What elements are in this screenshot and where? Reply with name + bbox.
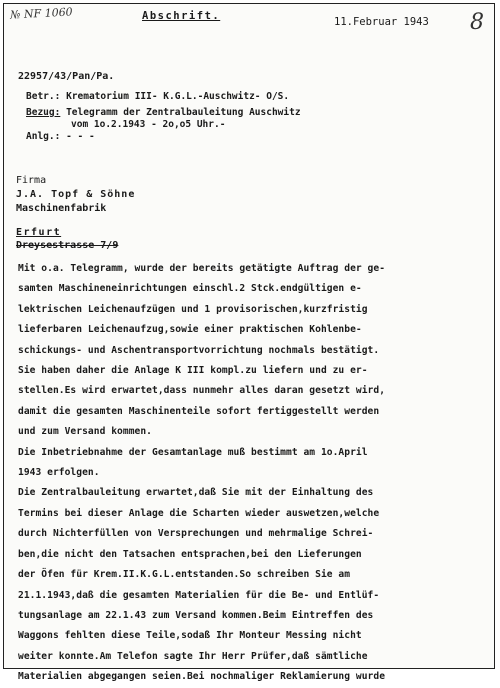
- anlg-label: Anlg.:: [26, 131, 61, 142]
- body-line: damit die gesamten Maschinenteile sofort fertiggestellt werden: [18, 405, 380, 417]
- document-date: 11.Februar 1943: [334, 16, 429, 28]
- document-page: [3, 3, 495, 683]
- recipient-firma: Firma: [16, 175, 47, 186]
- bezug-label: Bezug:: [26, 107, 61, 118]
- document-heading: Abschrift.: [142, 10, 221, 22]
- reference-number: 22957/43/Pan/Pa.: [18, 71, 115, 82]
- bezug-value-line1: Telegramm der Zentralbauleitung Auschwitz: [66, 107, 301, 118]
- recipient-street: Dreysestrasse 7/9: [16, 240, 119, 251]
- bezug-line: [26, 107, 301, 119]
- betr-label: Betr.:: [26, 91, 61, 102]
- body-line: weiter konnte.Am Telefon sagte Ihr Herr Prüfer,daß sämtliche: [18, 650, 368, 662]
- body-line: Waggons fehlten diese Teile,sodaß Ihr Monteur Messing nicht: [18, 630, 362, 642]
- letter-body: [18, 259, 488, 688]
- anlg-line: [26, 131, 95, 143]
- recipient-type: Maschinenfabrik: [16, 203, 107, 214]
- recipient-city: Erfurt: [16, 227, 62, 238]
- body-line: lieferbaren Leichenaufzug,sowie einer praktischen Kohlenbe-: [18, 324, 362, 336]
- body-line: schickungs- und Aschentransportvorrichtung nochmals bestätigt.: [18, 344, 380, 356]
- body-line: Sie haben daher die Anlage K III kompl.zu liefern und zu er-: [18, 365, 368, 377]
- recipient-name: J.A. Topf & Söhne: [16, 189, 136, 200]
- body-line: Die Zentralbauleitung erwartet,daß Sie mit der Einhaltung des: [18, 487, 374, 499]
- body-line: Termins bei dieser Anlage die Scharten wieder auswetzen,welche: [18, 507, 380, 519]
- body-line: Die Inbetriebnahme der Gesamtanlage muß bestimmt am 1o.April: [18, 446, 368, 458]
- body-line: 1943 erfolgen.: [18, 467, 100, 479]
- bezug-value-line2: vom 1o.2.1943 - 2o,o5 Uhr.-: [71, 119, 226, 130]
- body-line: 21.1.1943,daß die gesamten Materialien für die Be- und Entlüf-: [18, 589, 380, 601]
- body-line: stellen.Es wird erwartet,dass nunmehr alles daran gesetzt wird,: [18, 385, 386, 397]
- body-line: und zum Versand kommen.: [18, 426, 152, 438]
- body-line: Materialien abgegangen seien.Bei nochmaliger Reklamierung wurde: [18, 671, 386, 683]
- body-line: lektrischen Leichenaufzügen und 1 provisorischen,kurzfristig: [18, 303, 368, 315]
- anlg-value: - - -: [66, 131, 95, 142]
- body-line: durch Nichterfüllen von Versprechungen und mehrmalige Schrei-: [18, 528, 374, 540]
- body-line: ben,die nicht den Tatsachen entsprachen,bei den Lieferungen: [18, 548, 362, 560]
- archive-number-stamp: № NF 1060: [9, 5, 73, 22]
- betr-line: [26, 91, 289, 103]
- body-line: samten Maschineneinrichtungen einschl.2 Stck.endgültigen e-: [18, 283, 362, 295]
- betr-value: Krematorium III- K.G.L.-Auschwitz- O/S.: [66, 91, 290, 102]
- body-line: Mit o.a. Telegramm, wurde der bereits getätigte Auftrag der ge-: [18, 263, 386, 274]
- body-line: tungsanlage am 22.1.43 zum Versand kommen.Beim Eintreffen des: [18, 609, 374, 621]
- handwritten-page-number: 8: [470, 10, 484, 35]
- body-line: der Öfen für Krem.II.K.G.L.entstanden.So schreiben Sie am: [18, 569, 351, 581]
